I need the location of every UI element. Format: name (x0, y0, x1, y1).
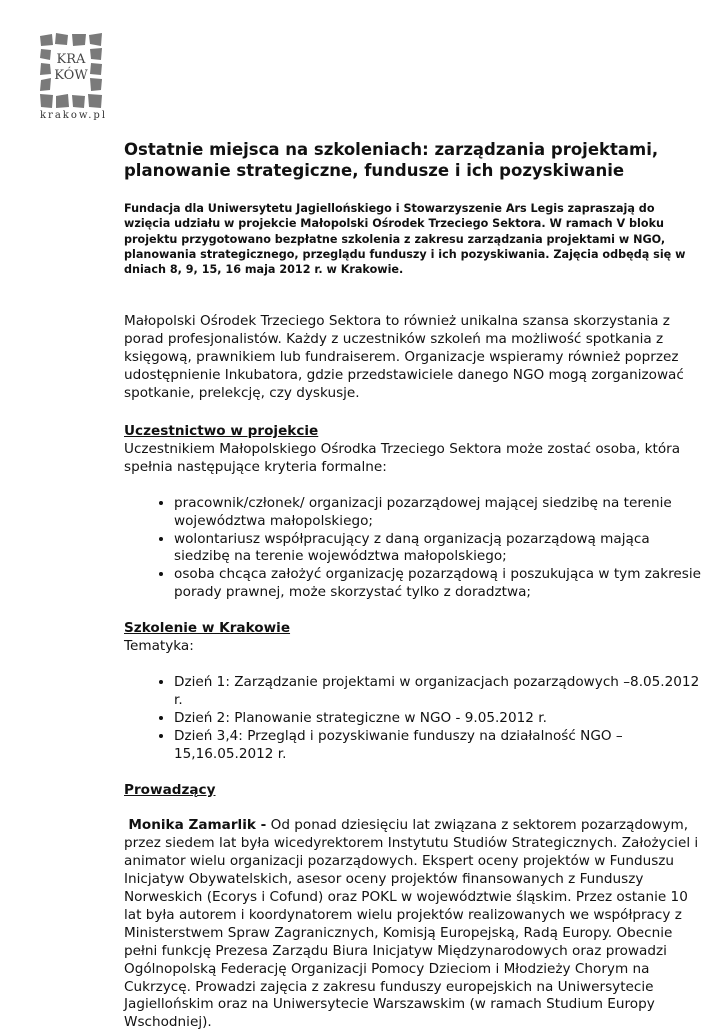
page-title: Ostatnie miejsca na szkoleniach: zarządzania projektami, planowanie strategiczne, fundusze i ich pozyskiwanie (124, 140, 659, 180)
topics-list (124, 674, 704, 764)
list-item: • Dzień 1: Zarządzanie projektami w organizacjach pozarządowych –8.05.2012 r. (174, 674, 704, 710)
trainer-heading: Prowadzący (124, 781, 216, 798)
logo-url: krakow.pl (40, 110, 108, 121)
criteria-list (124, 495, 704, 602)
list-item: • osoba chcąca założyć organizację pozarządową i poszukująca w tym zakresie porady prawnej, może skorzystać tylko z doradztwa; (174, 566, 704, 602)
training-subheading: Tematyka: (124, 638, 194, 655)
lead-paragraph: Fundacja dla Uniwersytetu Jagiellońskiego i Stowarzyszenie Ars Legis zapraszają do wzięcia udziału w projekcie Małopolski Ośrodek Trzeciego Sektora. W ramach V bloku projektu przygotowano bezpłatne szkolenia z zakresu zarządzania projektami w NGO, planowania strategicznego, przeglądu funduszy i ich pozyskiwania. Zajęcia odbędą się w dniach 8, 9, 15, 16 maja 2012 r. w Krakowie. (124, 202, 686, 277)
intro-paragraph: Małopolski Ośrodek Trzeciego Sektora to również unikalna szansa skorzystania z porad profesjonalistów. Każdy z uczestników szkoleń ma możliwość spotkania z księgową, prawnikiem lub fundraiserem. Organizacje wspieramy również poprzez udostępnienie Inkubatora, gdzie przedstawiciele danego NGO mogą zorganizować spotkanie, prelekcję, czy dyskusje. (124, 313, 684, 402)
list-item: • Dzień 2: Planowanie strategiczne w NGO - 9.05.2012 r. (174, 710, 704, 728)
logo-line-1: KRA (56, 52, 86, 67)
trainer-name: Monika Zamarlik - (128, 817, 267, 834)
list-item: • pracownik/członek/ organizacji pozarządowej mającej siedzibę na terenie województwa małopolskiego; (174, 495, 704, 531)
list-item: • wolontariusz współpracujący z daną organizacją pozarządową mająca siedzibę na terenie województwa małopolskiego; (174, 531, 704, 567)
logo-line-2: KÓW (54, 68, 88, 83)
participation-heading: Uczestnictwo w projekcie (124, 423, 319, 440)
list-item: • Dzień 3,4: Przegląd i pozyskiwanie funduszy na działalność NGO – 15,16.05.2012 r. (174, 728, 704, 764)
trainer-paragraph (124, 817, 704, 1032)
participation-text: Uczestnikiem Małopolskiego Ośrodka Trzeciego Sektora może zostać osoba, która spełnia następujące kryteria formalne: (124, 440, 681, 475)
training-heading: Szkolenie w Krakowie (124, 620, 291, 637)
article (124, 139, 704, 1032)
trainer-bio: Od ponad dziesięciu lat związana z sektorem pozarządowym, przez siedem lat była wicedyrektorem Instytutu Studiów Strategicznych. Założyciel i animator wielu organizacji pozarządowych. Ekspert oceny projektów w Funduszu Inicjatyw Obywatelskich, asesor oceny projektów finansowanych z Funduszy Norweskich (Ecorys i Cofund) oraz POKL w województwie śląskim. Przez ostanie 10 lat była autorem i koordynatorem wielu projektów realizowanych we współpracy z Ministerstwem Spraw Zagranicznych, Komisją Europejską, Radą Europy. Obecnie pełni funkcję Prezesa Zarządu Biura Inicjatyw Międzynarodowych oraz prowadzi Ogólnopolską Federację Organizacji Pomocy Dzieciom i Młodzieży Chorym na Cukrzycę. Prowadzi zajęcia z zakresu funduszy europejskich na Uniwersytecie Jagiellońskim oraz na Uniwersytecie Warszawskim (w ramach Studium Europy Wschodniej). (124, 817, 699, 1031)
